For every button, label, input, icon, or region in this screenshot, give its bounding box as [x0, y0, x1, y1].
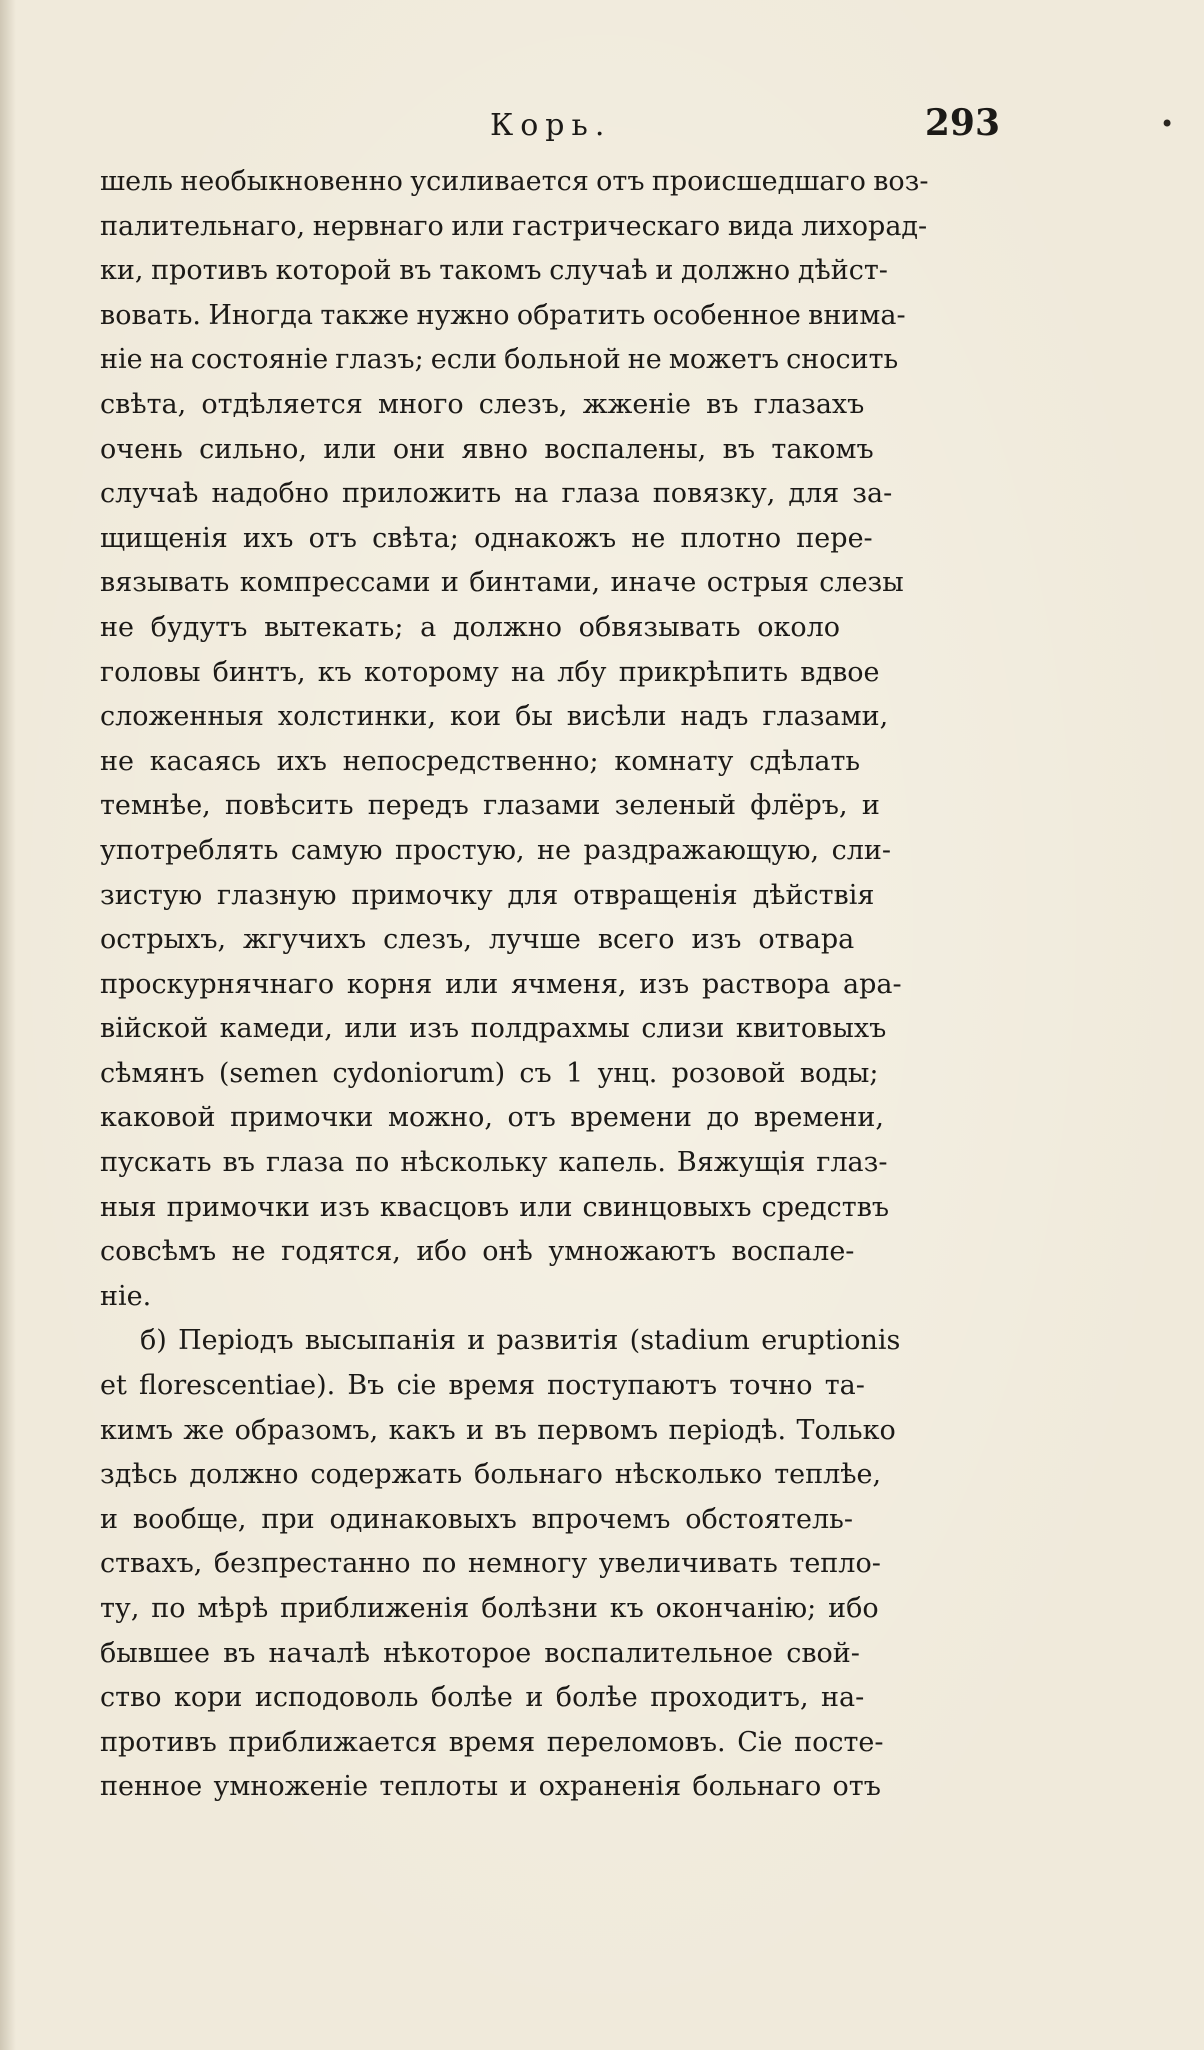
page-number: 293 [924, 102, 1000, 144]
text-line: пускать въ глаза по нѣскольку капель. Вяжущія глаз- [100, 1147, 888, 1179]
text-line: очень сильно, или они явно воспалены, въ такомъ [100, 433, 874, 465]
text-line: случаѣ надобно приложить на глаза повязку, для за- [100, 478, 893, 510]
text-line: б) Періодъ высыпанія и развитія (stadium eruptionis [140, 1325, 901, 1357]
text-line: каковой примочки можно, отъ времени до времени, [100, 1102, 884, 1134]
text-line: ныя примочки изъ квасцовъ или свинцовыхъ средствъ [100, 1191, 890, 1223]
text-line: не будутъ вытекать; а должно обвязывать около [100, 611, 841, 643]
text-line: ки, противъ которой въ такомъ случаѣ и должно дѣйст- [100, 255, 888, 287]
text-line: проскурнячнаго корня или ячменя, изъ раствора ара- [100, 968, 902, 1000]
page-edge-shadow [0, 0, 16, 2050]
text-line: не касаясь ихъ непосредственно; комнату сдѣлать [100, 745, 861, 777]
text-line: головы бинтъ, къ которому на лбу прикрѣпить вдвое [100, 656, 880, 688]
text-line: ніе на состояніе глазъ; если больной не можетъ сносить [100, 344, 899, 376]
text-line: et florescentiae). Въ сіе время поступаютъ точно та- [100, 1370, 865, 1402]
text-line: сложенныя холстинки, кои бы висѣли надъ глазами, [100, 701, 889, 733]
running-title: Корь. [490, 108, 612, 143]
text-line: ту, по мѣрѣ приближенія болѣзни къ окончанію; ибо [100, 1593, 879, 1624]
text-line: війской камеди, или изъ полдрахмы слизи квитовыхъ [100, 1013, 887, 1045]
text-line: здѣсь должно содержать больнаго нѣсколько теплѣе, [100, 1459, 882, 1491]
text-line: темнѣе, повѣсить передъ глазами зеленый флёръ, и [100, 790, 880, 822]
text-line: кимъ же образомъ, какъ и въ первомъ періодѣ. Только [100, 1414, 896, 1446]
margin-mark: • [1160, 110, 1175, 138]
text-line: палительнаго, нервнаго или гастрическаго вида лихорад- [100, 210, 928, 242]
running-head [100, 100, 1000, 150]
text-line: противъ приближается время переломовъ. Сіе посте- [100, 1726, 884, 1758]
text-line: ство кори исподоволь болѣе и болѣе проходитъ, на- [100, 1682, 865, 1714]
text-line: ствахъ, безпрестанно по немногу увеличивать тепло- [100, 1548, 881, 1580]
text-line: и вообще, при одинаковыхъ впрочемъ обстоятель- [100, 1503, 853, 1535]
body-text [100, 160, 1100, 1810]
text-line: сѣмянъ (semen cydoniorum) съ 1 унц. розовой воды; [100, 1057, 879, 1089]
text-line: ніе. [100, 1280, 152, 1312]
text-line: совсѣмъ не годятся, ибо онѣ умножаютъ воспале- [100, 1236, 855, 1268]
text-line: бывшее въ началѣ нѣкоторое воспалительное свой- [100, 1637, 860, 1669]
text-line: вязывать компрессами и бинтами, иначе острыя слезы [100, 567, 904, 599]
text-line: острыхъ, жгучихъ слезъ, лучше всего изъ отвара [100, 924, 855, 956]
text-line: зистую глазную примочку для отвращенія дѣйствія [100, 879, 875, 911]
text-line: щищенія ихъ отъ свѣта; однакожъ не плотно пере- [100, 522, 873, 554]
text-line: свѣта, отдѣляется много слезъ, жженіе въ глазахъ [100, 388, 865, 420]
text-line: употреблять самую простую, не раздражающую, сли- [100, 834, 892, 866]
text-line: пенное умноженіе теплоты и охраненія больнаго отъ [100, 1771, 881, 1803]
text-line: вовать. Иногда также нужно обратить особенное внима- [100, 299, 906, 331]
text-line: шель необыкновенно усиливается отъ происшедшаго воз- [100, 166, 929, 197]
